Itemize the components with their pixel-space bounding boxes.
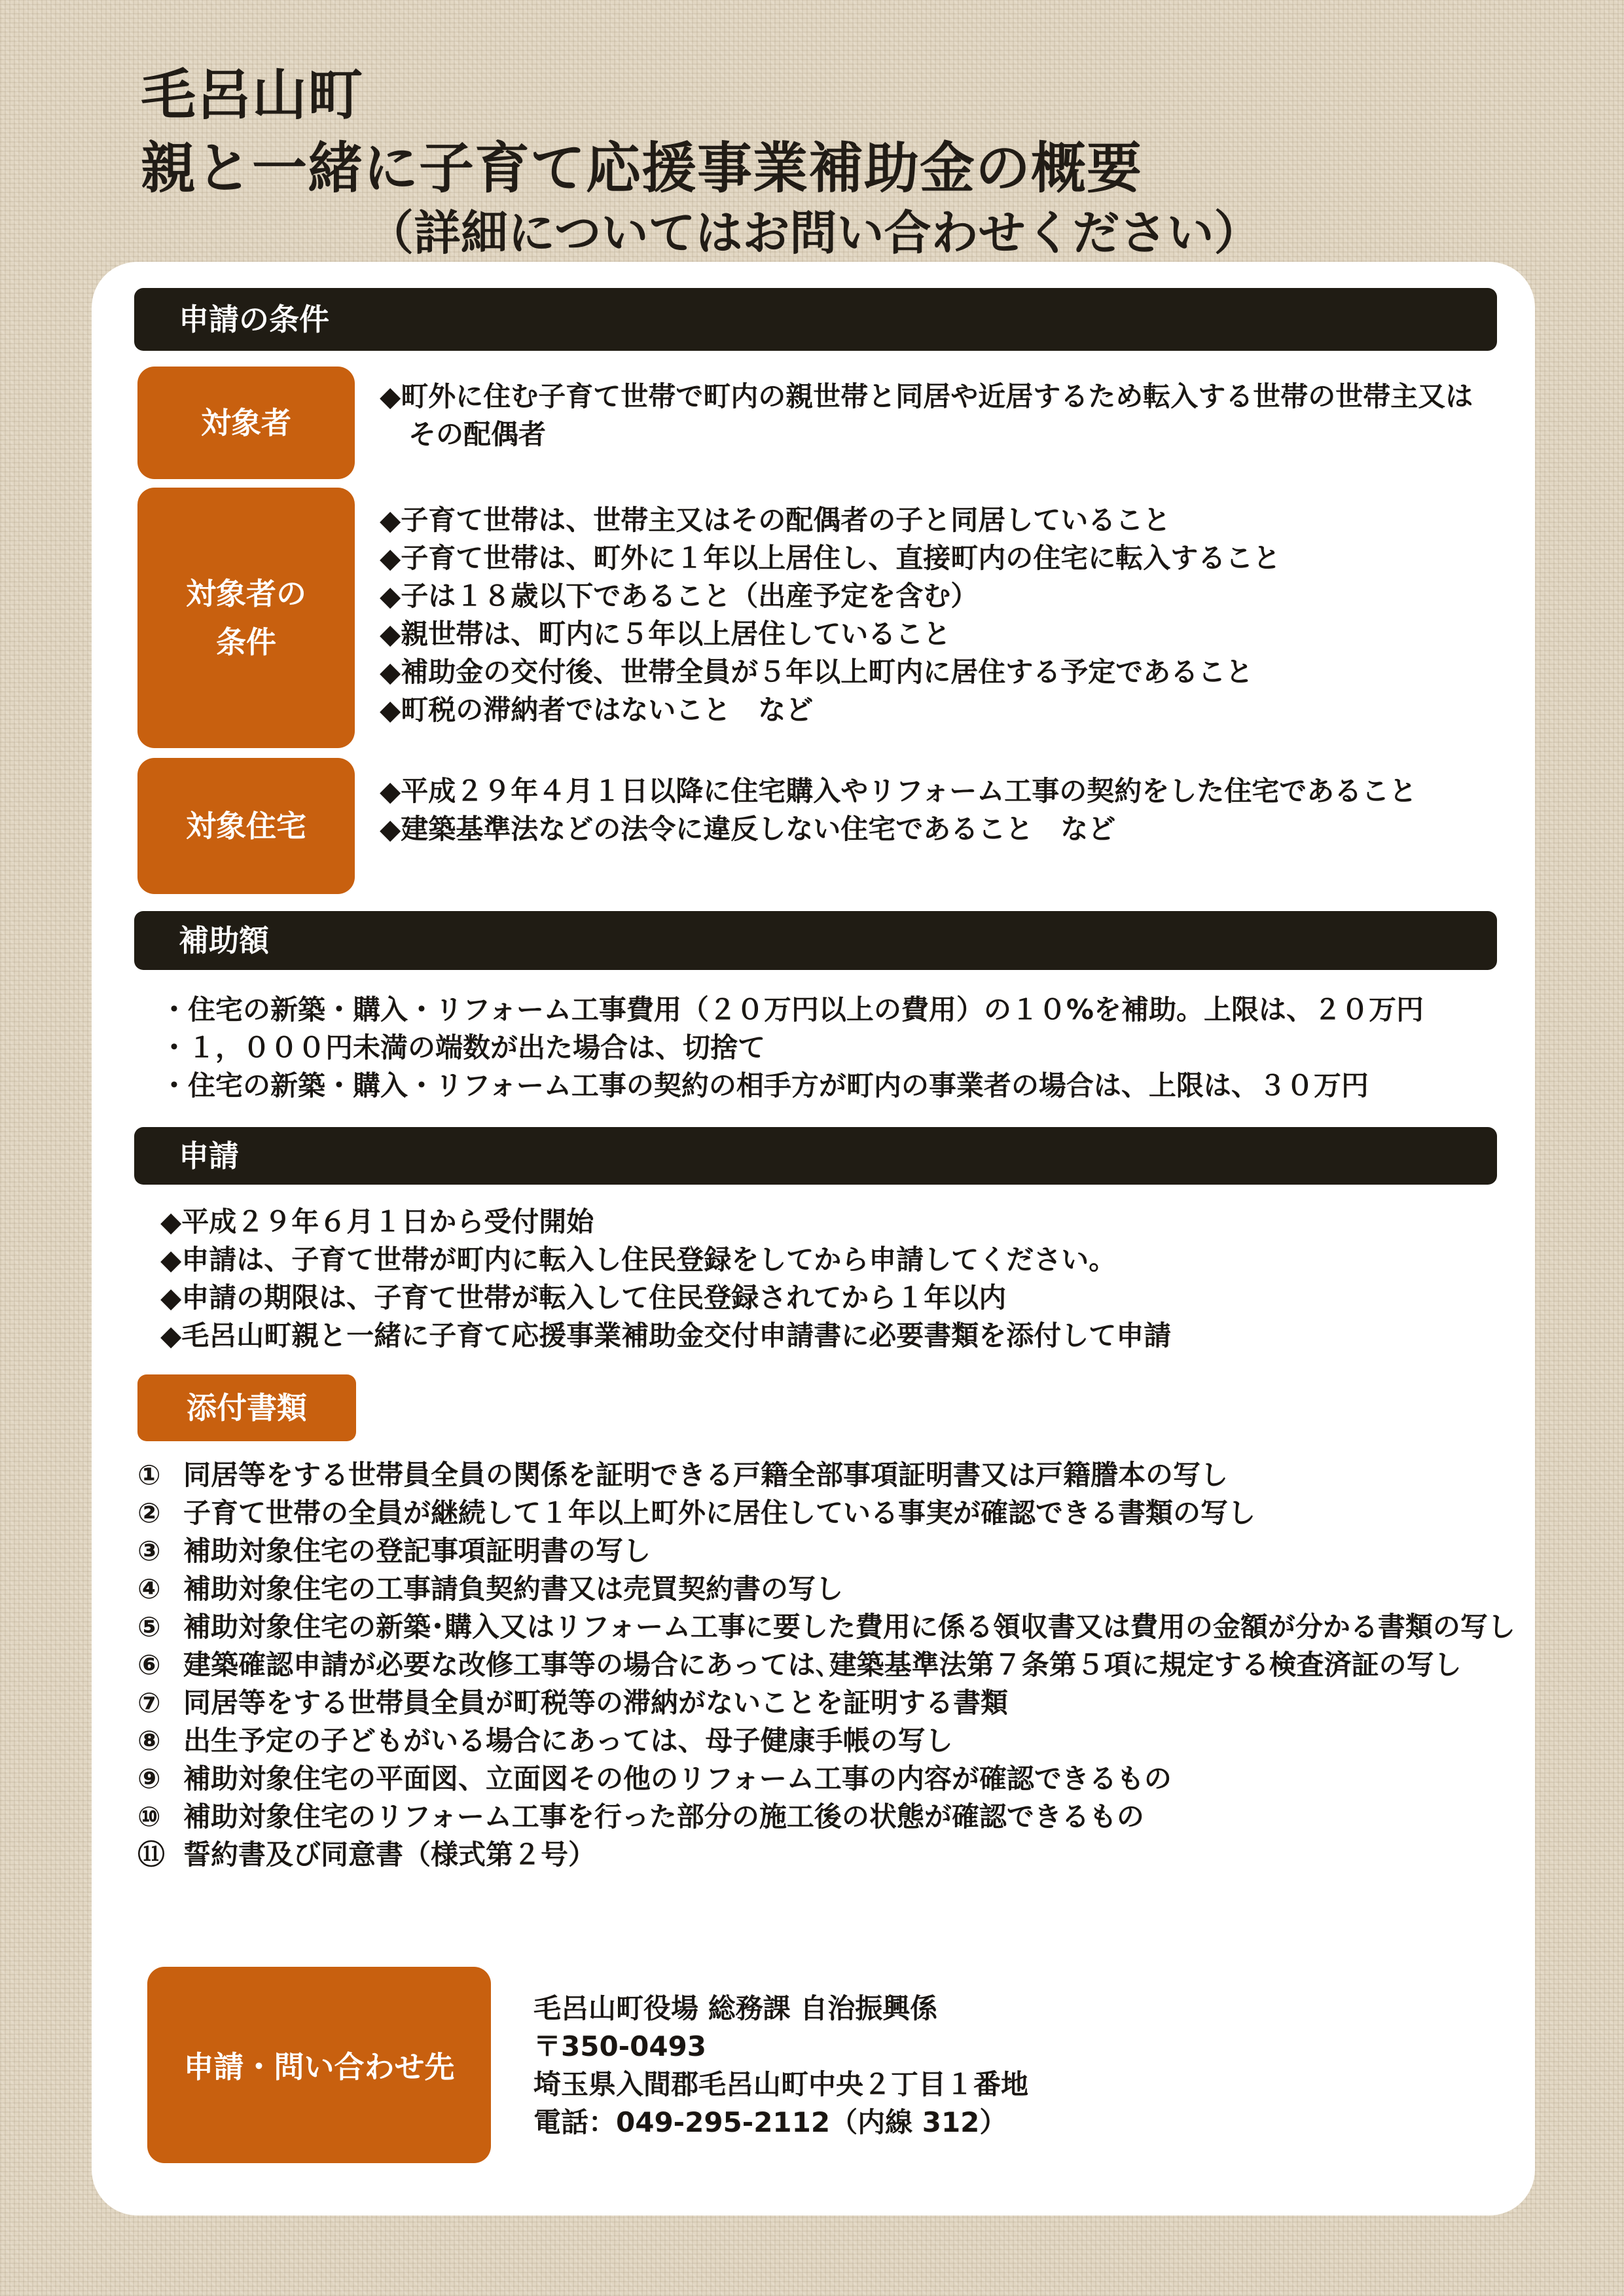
attachments-list [137, 1456, 1515, 1874]
item-number: ① [137, 1459, 161, 1491]
item-number: ⑩ [137, 1801, 161, 1833]
item-number: ⑥ [137, 1649, 161, 1681]
requirements-list [380, 501, 1280, 729]
item-number: ⑪ [137, 1839, 166, 1871]
section-bar-application: 申請 [134, 1127, 1497, 1185]
list-item: ◆平成２９年４月１日以降に住宅購入やリフォーム工事の契約をした住宅であること [380, 775, 1417, 807]
list-item [137, 1722, 1512, 1760]
item-number: ⑦ [137, 1687, 161, 1719]
item-text: 補助対象住宅の新築･購入又はリフォーム工事に要した費用に係る領収書又は費用の金額が分かる書類の写し [183, 1611, 1515, 1643]
item-number: ⑨ [137, 1763, 161, 1795]
item-text: 補助対象住宅の登記事項証明書の写し [183, 1535, 651, 1567]
contact-office: 毛呂山町役場 総務課 自治振興係 [533, 1992, 938, 2024]
town-name: 毛呂山町 [141, 63, 364, 127]
item-text: 補助対象住宅の平面図、立面図その他のリフォーム工事の内容が確認できるもの [183, 1763, 1172, 1795]
label-box-housing: 対象住宅 [137, 758, 355, 894]
list-item [137, 1684, 1512, 1722]
item-number: ② [137, 1497, 161, 1529]
list-item: ◆親世帯は、町内に５年以上居住していること [380, 618, 951, 650]
list-item [137, 1456, 1512, 1494]
list-item: ◆町税の滞納者ではないこと など [380, 694, 814, 726]
list-item [137, 1532, 1512, 1570]
attachments-heading: 添付書類 [137, 1374, 356, 1441]
list-item: ◆補助金の交付後、世帯全員が５年以上町内に居住する予定であること [380, 656, 1254, 688]
list-item [137, 1646, 1512, 1684]
label-box-target: 対象者 [137, 367, 355, 479]
item-text: 補助対象住宅の工事請負契約書又は売買契約書の写し [183, 1573, 844, 1605]
item-number: ⑤ [137, 1611, 161, 1643]
item-number: ⑧ [137, 1725, 161, 1757]
item-text: 誓約書及び同意書（様式第２号） [183, 1839, 596, 1871]
section-bar-subsidy: 補助額 [134, 911, 1497, 970]
item-text: 補助対象住宅のリフォーム工事を行った部分の施工後の状態が確認できるもの [183, 1801, 1144, 1833]
item-text: 出生予定の子どもがいる場合にあっては、母子健康手帳の写し [183, 1725, 953, 1757]
list-item: ・住宅の新築・購入・リフォーム工事費用（２０万円以上の費用）の１０%を補助。上限は、２０万円 [160, 994, 1424, 1026]
label-line: 対象者の [186, 576, 306, 611]
list-item: ◆建築基準法などの法令に違反しない住宅であること など [380, 813, 1116, 845]
list-item: ◆町外に住む子育て世帯で町内の親世帯と同居や近居するため転入する世帯の世帯主又はその配偶者 [380, 380, 1473, 450]
contact-phone: 電話：049-295-2112（内線 312） [533, 2106, 1007, 2138]
list-item: ◆子育て世帯は、世帯主又はその配偶者の子と同居していること [380, 504, 1171, 536]
target-list [380, 378, 1479, 454]
housing-list [380, 772, 1416, 848]
list-item: ・１，０００円未満の端数が出た場合は、切捨て [160, 1031, 766, 1064]
subsidy-list [160, 991, 1424, 1105]
section-bar-conditions: 申請の条件 [134, 288, 1497, 351]
list-item [137, 1494, 1512, 1532]
label-line: 条件 [216, 624, 276, 660]
item-text: 子育て世帯の全員が継続して１年以上町外に居住している事実が確認できる書類の写し [183, 1497, 1256, 1529]
contact-label-box: 申請・問い合わせ先 [147, 1967, 491, 2163]
item-number: ③ [137, 1535, 161, 1567]
list-item: ◆申請の期限は、子育て世帯が転入して住民登録されてから１年以内 [160, 1282, 1007, 1314]
item-text: 建築確認申請が必要な改修工事等の場合にあっては､建築基準法第７条第５項に規定する検査済証の写し [183, 1649, 1462, 1681]
contact-details [533, 1990, 1028, 2142]
item-number: ④ [137, 1573, 161, 1605]
list-item [137, 1760, 1512, 1798]
page-title: 親と一緒に子育て応援事業補助金の概要 [141, 136, 1143, 200]
list-item [137, 1798, 1512, 1836]
label-box-requirements [137, 488, 355, 748]
page-subtitle: （詳細についてはお問い合わせください） [367, 206, 1261, 260]
list-item: ・住宅の新築・購入・リフォーム工事の契約の相手方が町内の事業者の場合は、上限は、３０万円 [160, 1069, 1369, 1102]
list-item: ◆毛呂山町親と一緒に子育て応援事業補助金交付申請書に必要書類を添付して申請 [160, 1319, 1172, 1352]
list-item: ◆子育て世帯は、町外に１年以上居住し、直接町内の住宅に転入すること [380, 542, 1281, 574]
contact-postal: 〒350-0493 [533, 2030, 706, 2062]
list-item: ◆子は１８歳以下であること（出産予定を含む） [380, 580, 979, 612]
list-item [137, 1608, 1515, 1646]
application-list [160, 1203, 1171, 1355]
list-item [137, 1570, 1512, 1608]
list-item: ◆平成２９年６月１日から受付開始 [160, 1206, 594, 1238]
list-item: ◆申請は、子育て世帯が町内に転入し住民登録をしてから申請してください。 [160, 1244, 1117, 1276]
item-text: 同居等をする世帯員全員が町税等の滞納がないことを証明する書類 [183, 1687, 1009, 1719]
item-text: 同居等をする世帯員全員の関係を証明できる戸籍全部事項証明書又は戸籍謄本の写し [183, 1459, 1229, 1491]
list-item [137, 1836, 1512, 1874]
contact-address: 埼玉県入間郡毛呂山町中央２丁目１番地 [533, 2068, 1029, 2100]
